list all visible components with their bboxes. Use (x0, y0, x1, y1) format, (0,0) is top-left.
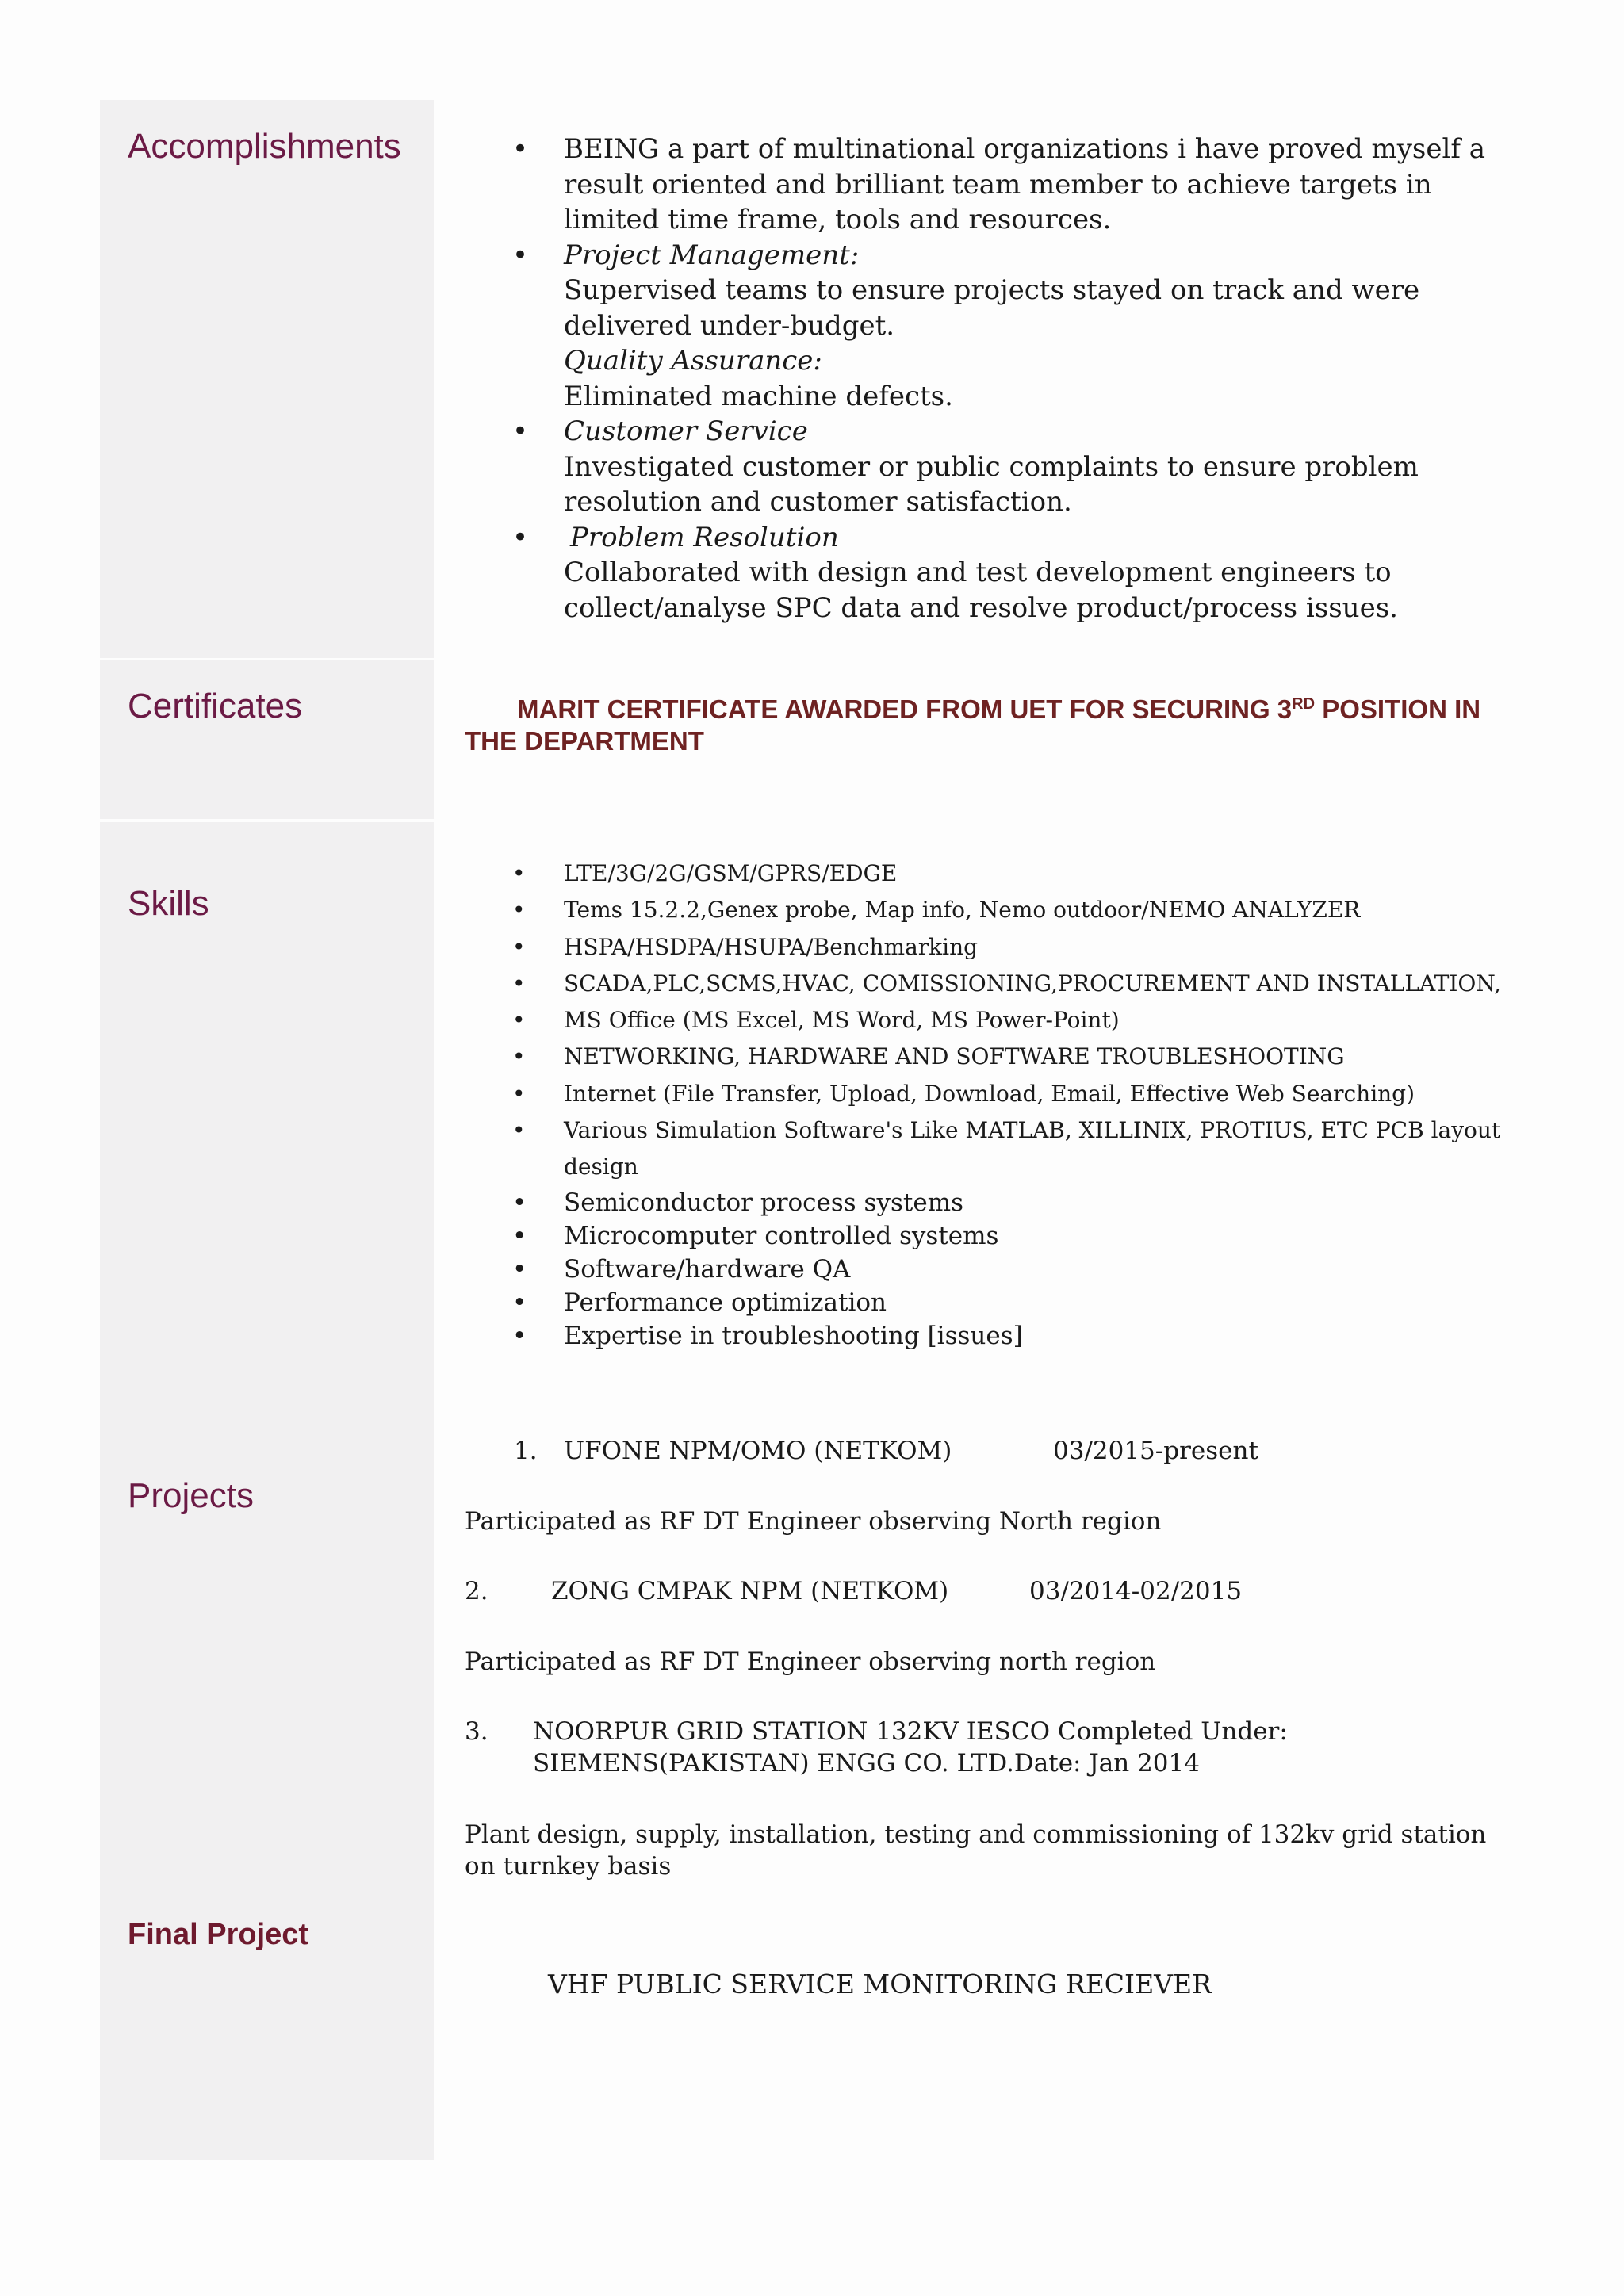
list-item: • MS Office (MS Excel, MS Word, MS Power-Point) (465, 1002, 1511, 1039)
project-2-number: 2. (465, 1577, 488, 1605)
accomplishment-heading: Customer Service (564, 415, 808, 447)
project-1-date: 03/2015-present (1053, 1437, 1258, 1465)
project-2-date: 03/2014-02/2015 (1029, 1577, 1243, 1605)
list-item: • NETWORKING, HARDWARE AND SOFTWARE TROUBLESHOOTING (465, 1039, 1511, 1075)
certificate-text-start: MARIT CERTIFICATE AWARDED FROM UET FOR SECURING 3 (517, 695, 1293, 724)
list-item: • Internet (File Transfer, Upload, Download, Email, Effective Web Searching) (465, 1076, 1511, 1112)
accomplishment-heading: Quality Assurance: (564, 345, 822, 377)
project-1-number: 1. (514, 1437, 538, 1465)
certificate-ordinal: RD (1292, 695, 1316, 713)
certificate-text (465, 688, 1511, 757)
list-item: • HSPA/HSDPA/HSUPA/Benchmarking (465, 929, 1511, 966)
list-item: • SCADA,PLC,SCMS,HVAC, COMISSIONING,PROCUREMENT AND INSTALLATION, (465, 966, 1511, 1002)
project-3-description: Plant design, supply, installation, testing and commissioning of 132kv grid station on turnkey basis (465, 1820, 1487, 1881)
project-2-title: ZONG CMPAK NPM (NETKOM) (551, 1577, 949, 1605)
skills-content (465, 855, 1511, 1353)
section-title-projects: Projects (128, 1476, 254, 1515)
accomplishment-text: Investigated customer or public complaints to ensure problem resolution and customer satisfaction. (564, 450, 1419, 518)
project-1-title: UFONE NPM/OMO (NETKOM) (564, 1437, 952, 1465)
list-item: • Performance optimization (465, 1286, 1511, 1319)
list-item: • Software/hardware QA (465, 1253, 1511, 1286)
list-item: • Expertise in troubleshooting [issues] (465, 1319, 1511, 1353)
skills-list (465, 855, 1511, 1353)
accomplishment-text: Collaborated with design and test development engineers to collect/analyse SPC data and resolve product/process issues. (564, 557, 1398, 624)
project-2-description: Participated as RF DT Engineer observing north region (465, 1647, 1156, 1676)
list-item: • Various Simulation Software's Like MATLAB, XILLINIX, PROTIUS, ETC PCB layout design (465, 1112, 1511, 1186)
list-item: • Tems 15.2.2,Genex probe, Map info, Nemo outdoor/NEMO ANALYZER (465, 892, 1511, 928)
project-3-number: 3. (465, 1717, 488, 1746)
accomplishment-text: Eliminated machine defects. (564, 380, 953, 412)
accomplishment-text: BEING a part of multinational organizations i have proved myself a result oriented and brilliant team member to achieve targets in limited time frame, tools and resources. (564, 133, 1486, 235)
accomplishment-heading: Project Management: (564, 239, 860, 271)
list-item (465, 238, 1511, 415)
accomplishments-list (465, 132, 1511, 626)
project-1-description: Participated as RF DT Engineer observing North region (465, 1507, 1162, 1536)
list-item (465, 132, 1511, 238)
section-title-certificates: Certificates (128, 687, 303, 725)
list-item: • LTE/3G/2G/GSM/GPRS/EDGE (465, 855, 1511, 892)
list-item (465, 520, 1511, 626)
accomplishments-content (465, 132, 1511, 626)
sidebar-panel-certificates (100, 660, 434, 819)
final-project-title: VHF PUBLIC SERVICE MONITORING RECIEVER (548, 1969, 1212, 1999)
section-title-accomplishments: Accomplishments (128, 127, 401, 166)
accomplishment-text: Supervised teams to ensure projects stayed on track and were delivered under-budget. (564, 274, 1420, 342)
project-3-title: NOORPUR GRID STATION 132KV IESCO Completed Under: SIEMENS(PAKISTAN) ENGG CO. LTD.Date: Jan 2014 (533, 1717, 1288, 1777)
sidebar-panel-accomplishments (100, 100, 434, 658)
list-item (465, 414, 1511, 520)
certificate-text-end: POSITION IN THE DEPARTMENT (465, 695, 1481, 756)
list-item: • Semiconductor process systems (465, 1186, 1511, 1219)
section-title-skills: Skills (128, 884, 209, 923)
accomplishment-heading: Problem Resolution (570, 521, 839, 553)
section-title-final-project: Final Project (128, 1918, 309, 1951)
list-item: • Microcomputer controlled systems (465, 1219, 1511, 1253)
